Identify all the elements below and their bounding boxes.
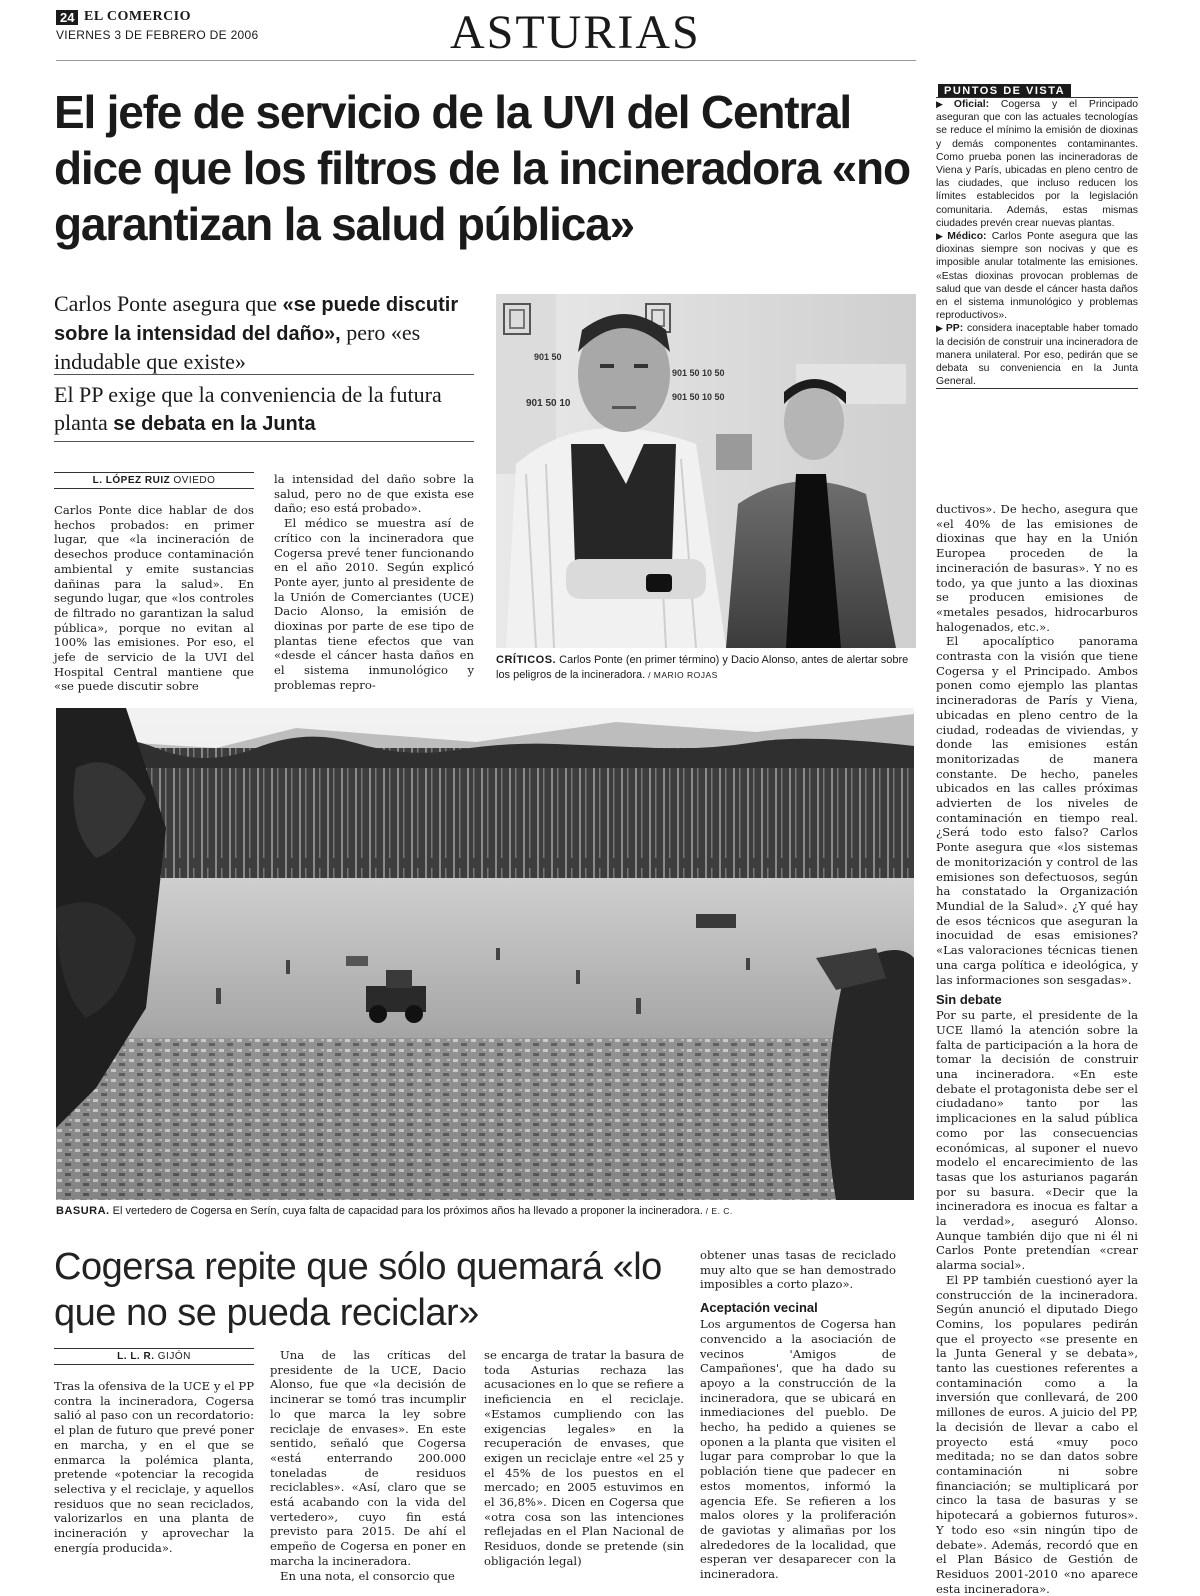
- sign-number: 901 50: [534, 352, 562, 362]
- puntos-de-vista-item: [936, 98, 1138, 230]
- puntos-de-vista-text: considera inaceptable haber tomado la decisión de construir una incineradora de manera unilateral. Por eso, pedirán que se debata su conveniencia en la Junta General.: [936, 323, 1138, 388]
- sign-number: 901 50 10 50: [672, 392, 725, 402]
- photo-credit: / E. C.: [702, 1206, 733, 1216]
- article-paragraph: Carlos Ponte dice hablar de dos hechos probados: en primer lugar, que «la incineración de desechos produce contaminación ambiental y emite sustancias dañinas para la salud». En segundo lugar, que «los controles de filtrado no garantizan la salud pública», porque no evitan al 100% las emisiones. Por eso, el jefe de servicio de la UVI del Hospital Central mantiene que «se puede discutir sobre: [54, 503, 254, 694]
- puntos-de-vista-item: [936, 230, 1138, 322]
- subhead-pp: [54, 381, 474, 438]
- puntos-de-vista-text: Carlos Ponte asegura que las dioxinas siempre son nocivas y que es imposible anular totalmente las emisiones. «Estas dioxinas provocan problemas de salud que van desde el cáncer hasta daños en el sistema inmunológico y problemas reproductivos».: [936, 231, 1138, 322]
- article-paragraph: El PP también cuestionó ayer la construcción de la incineradora. Según anunció el diputado Diego Comins, los populares pedirán que el proyecto «se presente en la Junta General y se debata», tanto las cuestiones referentes a contaminación como a la inversión que conllevará, de 200 millones de euros. A juicio del PP, la decisión de llevar a cabo el proyecto está «muy poco meditada; no se dan datos sobre contaminación ni sobre financiación; se multiplicará por cinco la tasa de basuras y se hipotecará a gobiernos futuros». Y todo eso «sin ningún tipo de debate». Además, recordó que en el Plan Básico de Gestión de Residuos 2001-2010 «no aparece esta incineradora».: [936, 1272, 1138, 1596]
- caption-label: CRÍTICOS.: [496, 654, 557, 666]
- article-paragraph: obtener unas tasas de reciclado muy alto que se han demostrado imposibles a corto plazo».: [700, 1248, 896, 1292]
- article-paragraph: El médico se muestra así de crítico con la incineradora que Cogersa prevé tener funcionando en el año 2010. Según explicó Ponte ayer, junto al presidente de la Unión de Comerciantes (UCE) Dacio Alonso, la emisión de dioxinas por parte de ese tipo de plantas tiene efectos que van «desde el cáncer hasta daños en el sistema inmunológico y problemas repro-: [274, 516, 474, 692]
- subheading-aceptacion-vecinal: Aceptación vecinal: [700, 1300, 818, 1316]
- puntos-de-vista-label: Oficial:: [953, 99, 990, 110]
- article-paragraph: En una nota, el consorcio que: [280, 1568, 455, 1583]
- issue-date: VIERNES 3 DE FEBRERO DE 2006: [56, 28, 259, 42]
- photo-ponte-alonso-image: [496, 294, 916, 648]
- main-headline: El jefe de servicio de la UVI del Central dice que los filtros de la incineradora «no garantizan la salud pública»: [54, 86, 910, 250]
- byline-author: L. L. R.: [117, 1351, 155, 1362]
- subhead-ponte-bold: «se puede discutir sobre la intensidad del daño»,: [54, 294, 459, 345]
- article-paragraph: ductivos». De hecho, asegura que «el 40% de las emisiones de dioxinas que hay en la Unión Europea proceden de la incineración de basuras». Y no es todo, ya que junto a las dioxinas se producen emisiones de «metales pesados, hidrocarburos halogenados, etc.».: [936, 502, 1138, 634]
- byline: [54, 1348, 254, 1365]
- photo-ponte-alonso: [496, 294, 916, 648]
- newspaper-name: EL COMERCIO: [84, 9, 192, 24]
- article2-column-1: [54, 1379, 254, 1570]
- article-paragraph: Tras la ofensiva de la UCE y el PP contra la incineradora, Cogersa salió al paso con un recordatorio: el plan de futuro que prevé poner en marcha, y en el que se enmarca la polémica planta, pretende «potenciar la recogida selectiva y el reciclaje, y aquellos residuos que no sean reciclados, valorizarlos en una planta de incineración y aprovechar la energía producida».: [54, 1379, 254, 1555]
- header-divider: [56, 60, 916, 61]
- triangle-bullet-icon: ▶: [936, 231, 946, 242]
- article-paragraph: Una de las críticas del presidente de la UCE, Dacio Alonso, fue que «la decisión de incinerar se tomó tras incumplir lo que marca la ley sobre reciclaje de envases». En este sentido, señaló que Cogersa «está enterrando 200.000 toneladas de residuos reciclables». «Así, claro que se está acabando con la vida del vertedero», cuyo fin está previsto para 2015. De ahí el empeño de Cogersa en poner en marcha la incineradora.: [270, 1348, 466, 1568]
- subhead-ponte: [54, 290, 474, 376]
- article-paragraph: Los argumentos de Cogersa han convencido a la asociación de vecinos 'Amigos de Campañones', que ha dado su apoyo a la construcción de la incineradora, que se ubicará en inmediaciones del pueblo. De hecho, ha pedido a quienes se oponen a la planta que visiten el lugar para comprobar lo que la población tiene que padecer en estos momentos, informó la agencia Efe. Se refieren a los malos olores y la proliferación de gaviotas y alimañas por los alrededores de la localidad, que esperan ver desaparecer con la incineradora.: [700, 1317, 896, 1582]
- subhead-divider-bottom: [54, 441, 474, 442]
- sign-number: 901 50 10: [526, 398, 571, 409]
- page-number: 24: [56, 10, 78, 25]
- subhead-divider: [54, 374, 474, 375]
- photo-landfill-caption: [56, 1204, 914, 1219]
- article2-column-3: [484, 1348, 684, 1570]
- article-column-1: [54, 503, 254, 694]
- article-paragraph: se encarga de tratar la basura de toda Asturias rechaza las acusaciones en lo que se refiere a ineficiencia en el reciclaje. «Estamos cumpliendo con las exigencias legales» en la recuperación de envases, que exigen un reciclaje entre «el 25 y el 45% de los puestos en el mercado; en 2005 estuvimos en el 36,8%». Dicen en Cogersa que «otra cosa son las intenciones reflejadas en el Plan Nacional de Residuos, donde se pretende (sin obligación legal): [484, 1348, 684, 1568]
- article-column-3: [936, 502, 1138, 1596]
- byline-place: OVIEDO: [173, 475, 216, 486]
- caption-text: Carlos Ponte (en primer término) y Dacio Alonso, antes de alertar sobre los peligros de la incineradora.: [496, 654, 909, 681]
- subhead-pp-bold: se debata en la Junta: [113, 413, 316, 435]
- subhead-ponte-pre: Carlos Ponte asegura que: [54, 291, 283, 316]
- article2-column-2: [270, 1348, 466, 1583]
- sign-number: 901 50 10 50: [672, 368, 725, 378]
- byline-place: GIJÓN: [157, 1351, 191, 1362]
- article-paragraph: El apocalíptico panorama contrasta con la visión que tiene Cogersa y el Principado. Ambos ponen como ejemplo las plantas incineradoras de París y Viena, ubicadas en pleno centro de la ciudad, rodeadas de viviendas, y donde las emisiones están monitorizadas de manera constante. De hecho, paneles ubicados en las calles próximas advierten de los niveles de contaminación en tiempo real. ¿Será todo esto falso? Carlos Ponte asegura que «los sistemas de monitorización y control de las emisiones son defectuosos, según ha constatado la Organización Mundial de la Salud». ¿Y qué hay de esos técnicos que aseguran la inocuidad de esas emisiones? «Las valoraciones técnicas tienen una carga política e ideológica, y las informaciones son sesgadas».: [936, 634, 1138, 987]
- caption-text: El vertedero de Cogersa en Serín, cuya falta de capacidad para los próximos años ha llevado a proponer la incineradora.: [109, 1205, 703, 1217]
- triangle-bullet-icon: ▶: [936, 323, 944, 334]
- article-column-2: [274, 472, 474, 692]
- puntos-de-vista-box: [936, 97, 1138, 389]
- photo-landfill: [56, 708, 914, 1200]
- puntos-de-vista-title: PUNTOS DE VISTA: [938, 84, 1071, 98]
- puntos-de-vista-label: Médico:: [947, 231, 987, 243]
- triangle-bullet-icon: ▶: [936, 99, 952, 109]
- puntos-de-vista-item: [936, 322, 1138, 388]
- byline: [54, 472, 254, 489]
- byline-author: L. LÓPEZ RUIZ: [92, 475, 171, 486]
- article-paragraph: Por su parte, el presidente de la UCE llamó la atención sobre la falta de participación a la hora de tomar la decisión de construir una incineradora. «En este debate el protagonista debe ser el ciudadano» tanto por las implicaciones en la salud pública como por las consecuencias económicas, al suponer el nuevo modelo el encarecimiento de las tasas que los asturianos pagarán por su basura. «Decir que la incineradora es inocua es faltar a la verdad», aseguró Alonso. Aunque también dijo que ni él ni Carlos Ponte pretendían «crear alarma social».: [936, 1008, 1138, 1273]
- subhead-ponte-post: pero «es indudable que existe»: [54, 320, 421, 374]
- subhead-pp-pre: El PP exige que la conveniencia de la futura planta: [54, 382, 442, 435]
- puntos-de-vista-text: Cogersa y el Principado aseguran que con las actuales tecnologías se reduce el mínimo la emisión de dioxinas y demás componentes contaminantes. Como prueba ponen las incineradoras de Viena y París, ubicadas en pleno centro de las ciudades, que incluso reducen los límites establecidos por la legislación comunitaria. Además, estas mismas ciudades prevén crear nuevas plantas.: [936, 99, 1139, 229]
- second-headline: Cogersa repite que sólo quemará «lo que no se pueda reciclar»: [54, 1246, 662, 1334]
- section-title: ASTURIAS: [450, 6, 701, 59]
- photo-ponte-caption: [496, 653, 916, 683]
- photo-landfill-image: [56, 708, 914, 1200]
- caption-label: BASURA.: [56, 1205, 110, 1217]
- puntos-de-vista-label: PP:: [945, 323, 964, 335]
- article2-column-4: [700, 1248, 896, 1582]
- article-paragraph: la intensidad del daño sobre la salud, pero no de que exista ese daño; eso está probado».: [274, 472, 474, 516]
- subheading-sin-debate: Sin debate: [936, 992, 1002, 1008]
- photo-credit: / MARIO ROJAS: [645, 670, 718, 680]
